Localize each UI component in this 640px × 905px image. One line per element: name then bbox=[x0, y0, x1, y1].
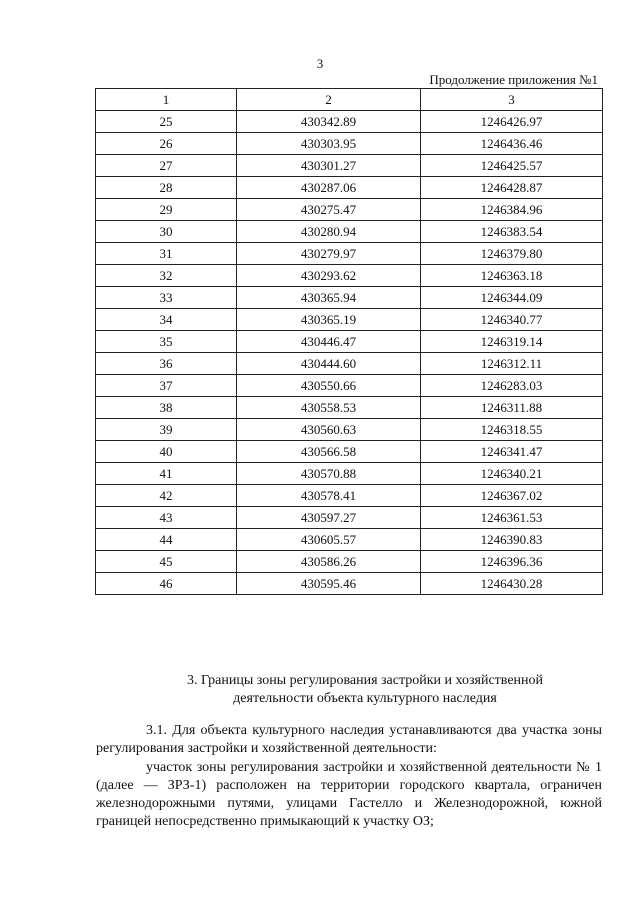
table-row bbox=[96, 551, 603, 573]
table-cell: 43 bbox=[96, 507, 237, 529]
table-row bbox=[96, 221, 603, 243]
table-cell: 1246312.11 bbox=[421, 353, 603, 375]
table-row bbox=[96, 309, 603, 331]
coordinates-table bbox=[95, 88, 603, 595]
column-header: 2 bbox=[237, 89, 421, 111]
table-cell: 430605.57 bbox=[237, 529, 421, 551]
table-row bbox=[96, 111, 603, 133]
table-cell: 1246319.14 bbox=[421, 331, 603, 353]
table-cell: 430275.47 bbox=[237, 199, 421, 221]
table-cell: 30 bbox=[96, 221, 237, 243]
table-cell: 29 bbox=[96, 199, 237, 221]
table-cell: 1246283.03 bbox=[421, 375, 603, 397]
table-cell: 430444.60 bbox=[237, 353, 421, 375]
table-cell: 1246311.88 bbox=[421, 397, 603, 419]
table-cell: 41 bbox=[96, 463, 237, 485]
table-cell: 1246383.54 bbox=[421, 221, 603, 243]
table-cell: 45 bbox=[96, 551, 237, 573]
table-row bbox=[96, 155, 603, 177]
table-cell: 430550.66 bbox=[237, 375, 421, 397]
table-cell: 430566.58 bbox=[237, 441, 421, 463]
column-header: 1 bbox=[96, 89, 237, 111]
table-cell: 1246379.80 bbox=[421, 243, 603, 265]
appendix-note: Продолжение приложения №1 bbox=[429, 72, 598, 87]
table-row bbox=[96, 573, 603, 595]
table-cell: 1246341.47 bbox=[421, 441, 603, 463]
table-cell: 1246436.46 bbox=[421, 133, 603, 155]
table-cell: 28 bbox=[96, 177, 237, 199]
section-heading-line: 3. Границы зоны регулирования застройки и хозяйственной bbox=[186, 673, 544, 688]
table-cell: 430365.94 bbox=[237, 287, 421, 309]
table-cell: 39 bbox=[96, 419, 237, 441]
table-cell: 35 bbox=[96, 331, 237, 353]
table-cell: 42 bbox=[96, 485, 237, 507]
table-cell: 430301.27 bbox=[237, 155, 421, 177]
table-cell: 1246344.09 bbox=[421, 287, 603, 309]
table-cell: 1246430.28 bbox=[421, 573, 603, 595]
table-cell: 1246425.57 bbox=[421, 155, 603, 177]
table-row bbox=[96, 243, 603, 265]
table-cell: 38 bbox=[96, 397, 237, 419]
table-cell: 430560.63 bbox=[237, 419, 421, 441]
table-cell: 37 bbox=[96, 375, 237, 397]
table-row bbox=[96, 419, 603, 441]
table-cell: 1246367.02 bbox=[421, 485, 603, 507]
table-row bbox=[96, 485, 603, 507]
table-cell: 430586.26 bbox=[237, 551, 421, 573]
table-cell: 430446.47 bbox=[237, 331, 421, 353]
table-row bbox=[96, 529, 603, 551]
table-cell: 430287.06 bbox=[237, 177, 421, 199]
table-cell: 1246428.87 bbox=[421, 177, 603, 199]
table-cell: 1246384.96 bbox=[421, 199, 603, 221]
table-cell: 1246340.21 bbox=[421, 463, 603, 485]
table-row bbox=[96, 463, 603, 485]
table-cell: 1246426.97 bbox=[421, 111, 603, 133]
table-row bbox=[96, 287, 603, 309]
table-cell: 1246390.83 bbox=[421, 529, 603, 551]
page-number: 3 bbox=[316, 56, 324, 71]
paragraph: 3.1. Для объекта культурного наследия устанавливаются два участка зоны регулирования застройки и хозяйственной деятельности: bbox=[96, 723, 602, 756]
table-cell: 430342.89 bbox=[237, 111, 421, 133]
table-header-row bbox=[96, 89, 603, 111]
section-heading bbox=[140, 672, 590, 708]
table-cell: 430280.94 bbox=[237, 221, 421, 243]
table-cell: 430597.27 bbox=[237, 507, 421, 529]
table-cell: 1246363.18 bbox=[421, 265, 603, 287]
table-cell: 34 bbox=[96, 309, 237, 331]
table-cell: 430595.46 bbox=[237, 573, 421, 595]
table-cell: 430558.53 bbox=[237, 397, 421, 419]
table-cell: 31 bbox=[96, 243, 237, 265]
table-cell: 430365.19 bbox=[237, 309, 421, 331]
table-row bbox=[96, 397, 603, 419]
table-cell: 430279.97 bbox=[237, 243, 421, 265]
table-row bbox=[96, 331, 603, 353]
table-cell: 25 bbox=[96, 111, 237, 133]
table-cell: 36 bbox=[96, 353, 237, 375]
table-cell: 430578.41 bbox=[237, 485, 421, 507]
table-row bbox=[96, 177, 603, 199]
table-body bbox=[96, 111, 603, 595]
table-row bbox=[96, 441, 603, 463]
table-row bbox=[96, 265, 603, 287]
table-row bbox=[96, 507, 603, 529]
table-cell: 27 bbox=[96, 155, 237, 177]
table-cell: 32 bbox=[96, 265, 237, 287]
table-cell: 430303.95 bbox=[237, 133, 421, 155]
table-cell: 26 bbox=[96, 133, 237, 155]
table-row bbox=[96, 353, 603, 375]
paragraph: участок зоны регулирования застройки и хозяйственной деятельности № 1 (далее — ЗРЗ-1) расположен на территории городского квартала, ограничен железнодорожными путями, улицами Гастелло и Железнодорожной, южной границей непосредственно примыкающий к участку ОЗ; bbox=[96, 760, 602, 829]
table-cell: 430570.88 bbox=[237, 463, 421, 485]
table-cell: 33 bbox=[96, 287, 237, 309]
table-cell: 40 bbox=[96, 441, 237, 463]
section-heading-line: деятельности объекта культурного наследия bbox=[233, 691, 497, 706]
table-row bbox=[96, 133, 603, 155]
table-row bbox=[96, 375, 603, 397]
column-header: 3 bbox=[421, 89, 603, 111]
table-cell: 1246318.55 bbox=[421, 419, 603, 441]
table-cell: 1246361.53 bbox=[421, 507, 603, 529]
table-row bbox=[96, 199, 603, 221]
table-cell: 1246340.77 bbox=[421, 309, 603, 331]
table-cell: 46 bbox=[96, 573, 237, 595]
table-cell: 430293.62 bbox=[237, 265, 421, 287]
table-cell: 44 bbox=[96, 529, 237, 551]
table-cell: 1246396.36 bbox=[421, 551, 603, 573]
